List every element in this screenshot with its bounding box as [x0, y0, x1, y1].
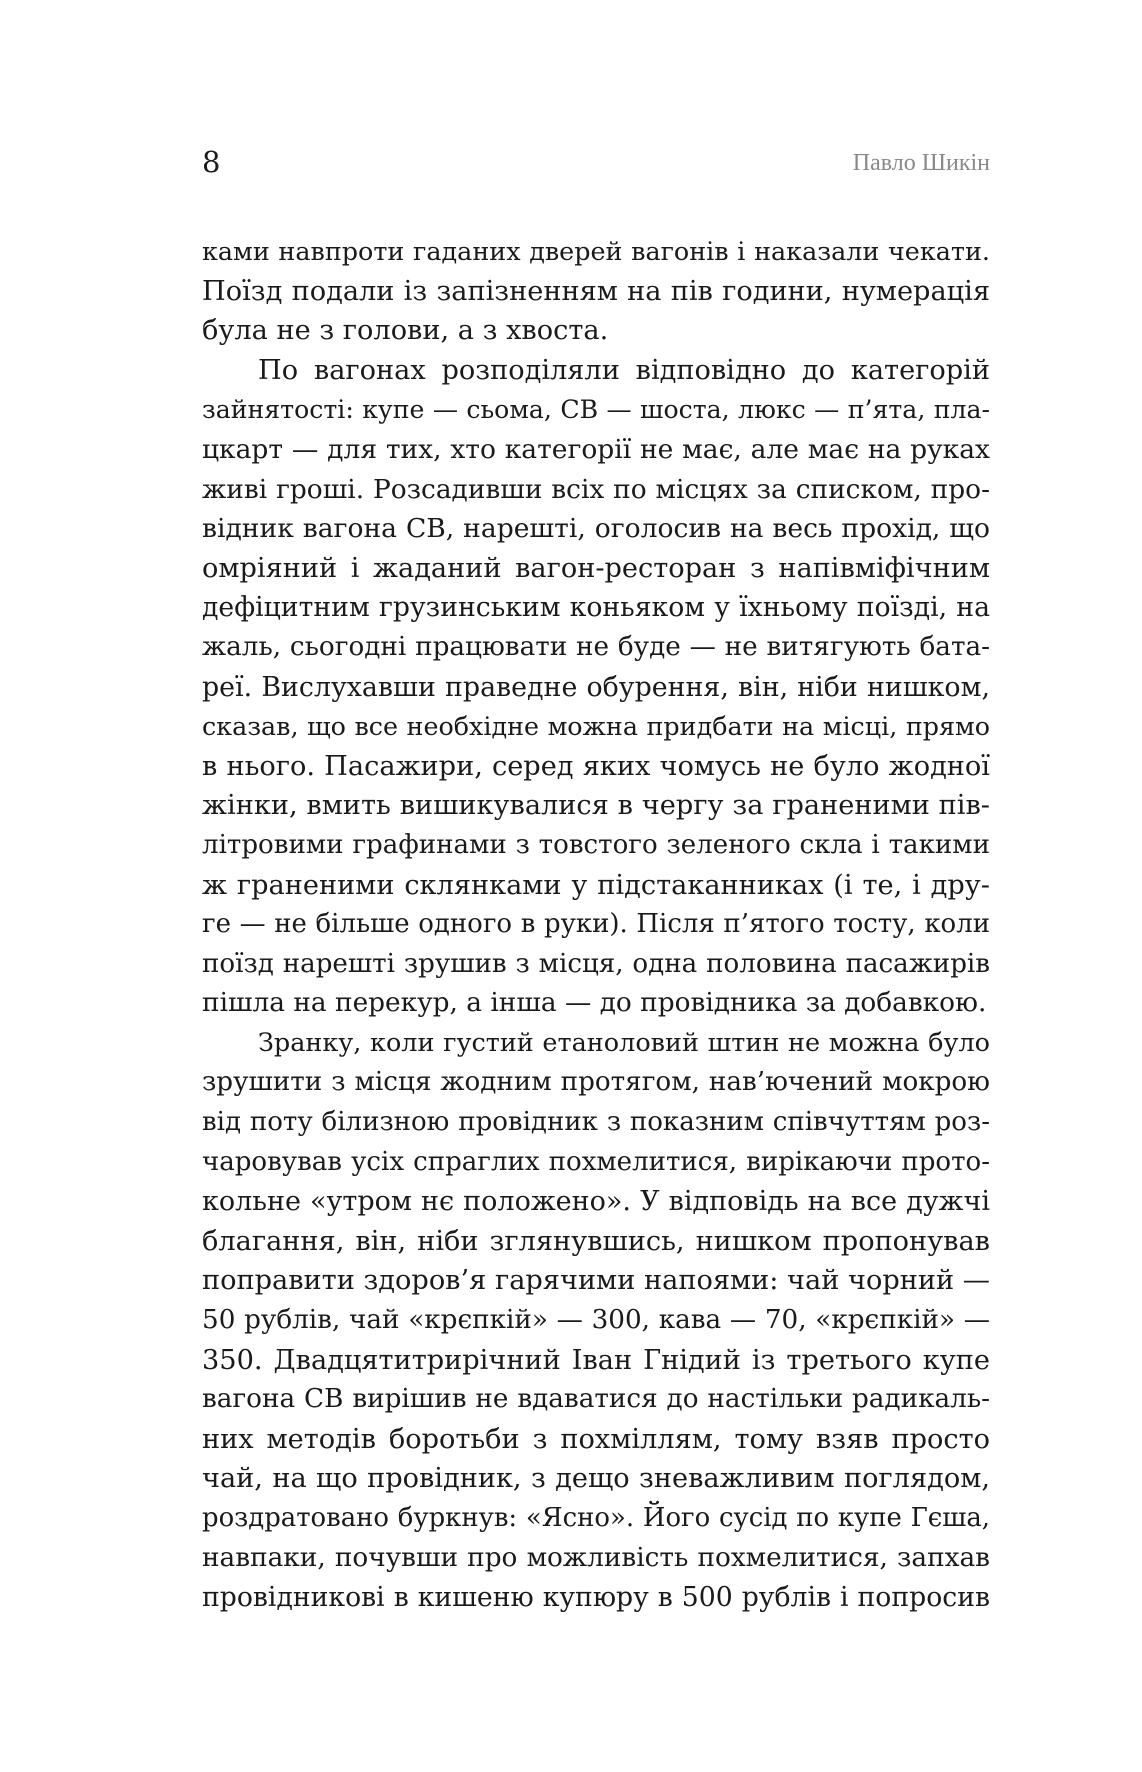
- text-line: роздратовано буркнув: «Ясно». Його сусід по купе Гєша,: [202, 1503, 990, 1533]
- text-line: цкарт — для тих, хто категорії не має, але має на руках: [202, 433, 990, 465]
- text-line: кольне «утром нє положено». У відповідь на все дужчі: [202, 1186, 990, 1218]
- page-number: 8: [202, 145, 221, 179]
- text-line: зрушити з місця жодним протягом, нав’ючений мокрою: [202, 1067, 990, 1098]
- text-line: провідникові в кишеню купюру в 500 рублів і попросив: [202, 1582, 990, 1614]
- text-line: 50 рублів, чай «крєпкій» — 300, кава — 70, «крєпкій» —: [202, 1305, 990, 1336]
- text-line: поїзд нарешті зрушив з місця, одна половина пасажирів: [202, 948, 990, 979]
- text-line: дефіцитним грузинським коньяком у їхньому поїзді, на: [202, 592, 990, 624]
- text-line: Поїзд подали із запізненням на пів години, нумерація: [202, 275, 990, 307]
- text-line: навпаки, почувши про можливість похмелитися, запхав: [202, 1542, 990, 1573]
- text-line: від поту білизною провідник з показним співчуттям роз-: [202, 1107, 990, 1138]
- text-line: благання, він, ніби зглянувшись, нишком пропонував: [202, 1225, 990, 1257]
- text-line: була не з голови, а з хвоста.: [202, 315, 609, 347]
- text-line: чаровував усіх спраглих похмелитися, вирікаючи прото-: [202, 1146, 990, 1177]
- text-line: жінки, вмить вишикувалися в чергу за граненими пів-: [202, 790, 990, 822]
- text-line: омріяний і жаданий вагон-ресторан з напівміфічним: [202, 552, 990, 584]
- text-line: ж граненими склянками у підстаканниках (і те, і дру-: [202, 869, 990, 901]
- running-head-author: Павло Шикін: [852, 150, 990, 176]
- text-line: в нього. Пасажири, серед яких чомусь не було жодної: [202, 750, 990, 782]
- body-text: [202, 232, 990, 1618]
- text-line: зайнятості: купе — сьома, СВ — шоста, люкс — п’ята, пла-: [202, 395, 990, 425]
- text-line: вагона СВ вирішив не вдаватися до настільки радикаль-: [202, 1384, 990, 1415]
- text-line: Зранку, коли густий етаноловий штин не можна було: [258, 1027, 990, 1058]
- text-line: сказав, що все необхідне можна придбати на місці, прямо: [202, 711, 990, 742]
- text-line: живі гроші. Розсадивши всіх по місцях за списком, про-: [202, 473, 990, 505]
- text-line: ками навпроти гаданих дверей вагонів і наказали чекати.: [202, 236, 990, 266]
- text-line: них методів боротьби з похміллям, тому взяв просто: [202, 1423, 990, 1455]
- text-line: літровими графинами з товстого зеленого скла і такими: [202, 829, 990, 860]
- text-line: поправити здоров’я гарячими напоями: чай чорний —: [202, 1265, 990, 1297]
- text-line: ге — не більше одного в руки). Після п’ятого тосту, коли: [202, 909, 990, 940]
- text-line: пішла на перекур, а інша — до провідника за добавкою.: [202, 988, 987, 1019]
- text-line: відник вагона СВ, нарешті, оголосив на весь прохід, що: [202, 513, 990, 545]
- text-line: жаль, сьогодні працювати не буде — не витягують бата-: [202, 631, 990, 662]
- text-line: По вагонах розподіляли відповідно до категорій: [258, 354, 990, 386]
- text-line: 350. Двадцятитрирічний Іван Гнідий із третього купе: [202, 1344, 990, 1376]
- text-line: чай, на що провідник, з дещо зневажливим поглядом,: [202, 1463, 990, 1495]
- text-line: реї. Вислухавши праведне обурення, він, ніби нишком,: [202, 671, 990, 703]
